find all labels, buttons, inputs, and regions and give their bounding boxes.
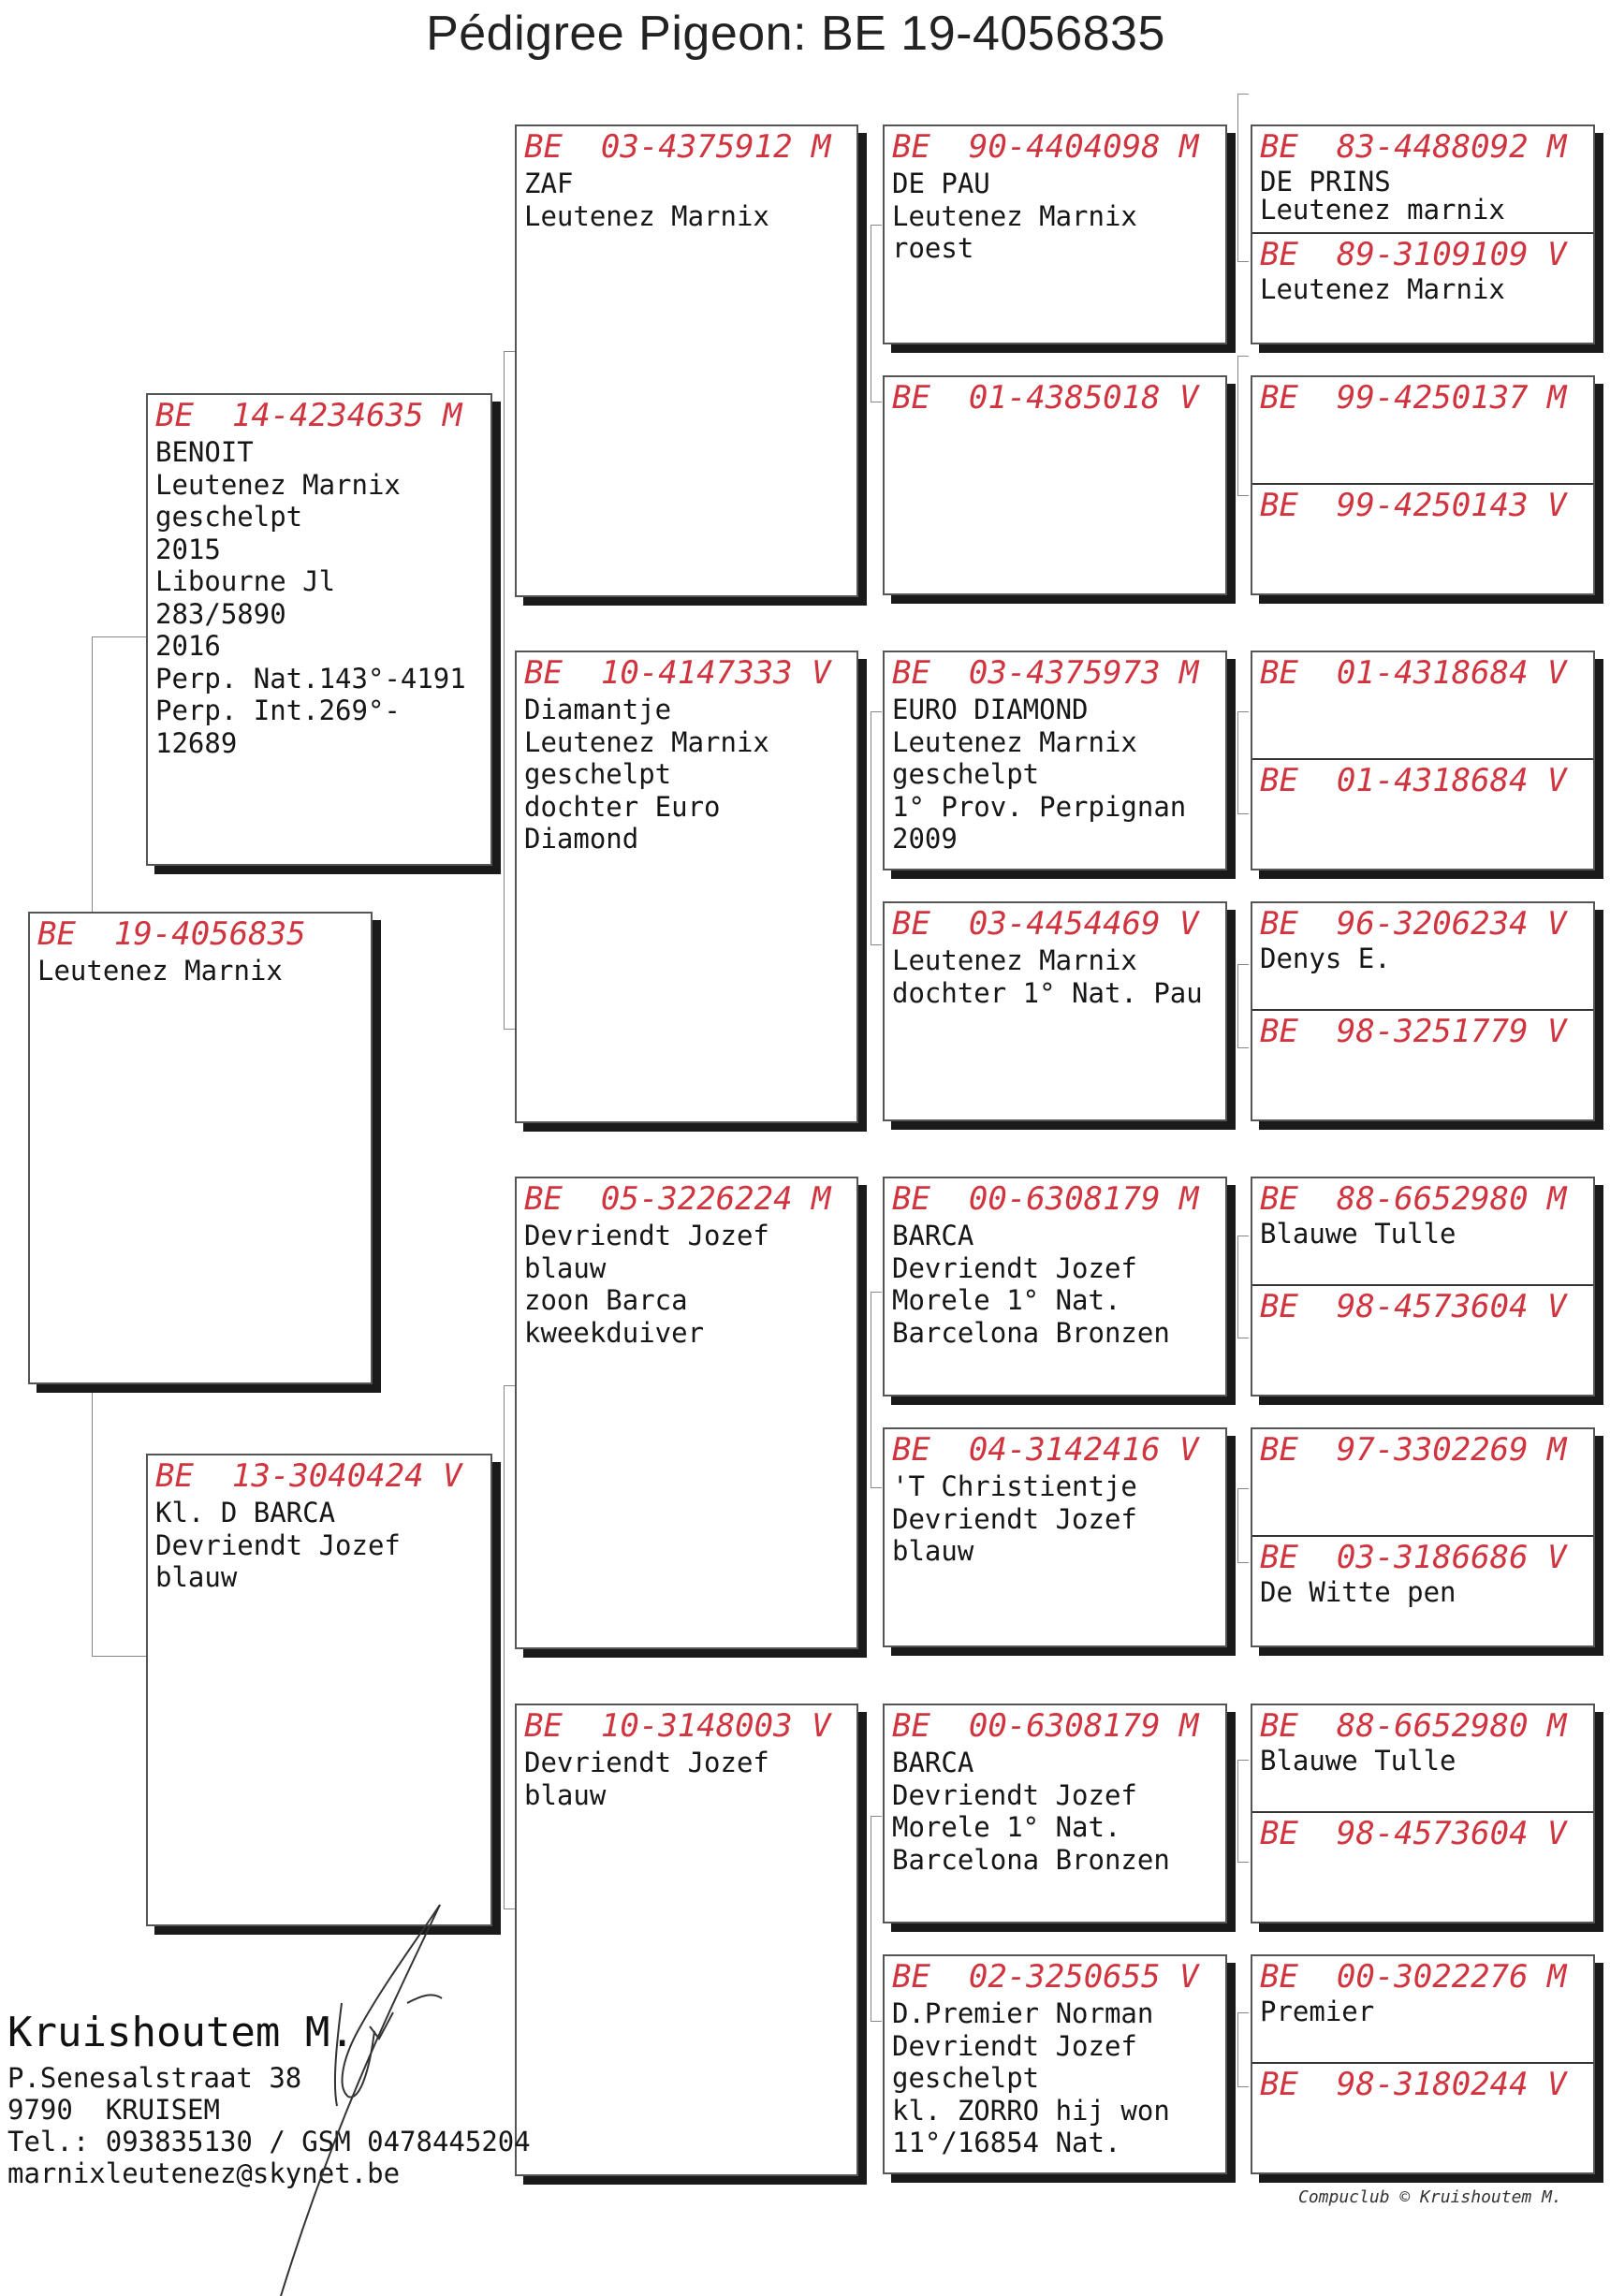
father-line: 2016 (155, 630, 221, 662)
great-grandparent-line: Devriendt Jozef (892, 2029, 1137, 2062)
father-line: Libourne Jl (155, 565, 336, 597)
great-grandparent-line: 2009 (892, 823, 958, 855)
great-grandparent-card[interactable] (883, 1704, 1227, 1923)
great-grandparent-ring: BE 02-3250655 V (892, 1958, 1199, 1996)
gggp-dam-ring: BE 89-3109109 V (1260, 236, 1567, 273)
page-title: Pédigree Pigeon: BE 19-4056835 (426, 7, 1165, 61)
great-grandparent-line: D.Premier Norman (892, 1997, 1154, 2029)
great-grandparent-line: Barcelona Bronzen (892, 1316, 1170, 1349)
gggp-sire-ring: BE 88-6652980 M (1260, 1180, 1567, 1218)
gggp-dam-ring: BE 98-3180244 V (1260, 2066, 1567, 2103)
great-grandparent-line: BARCA (892, 1220, 974, 1251)
connector-gp1-ggp (871, 225, 882, 402)
gggp-line: De Witte pen (1260, 1576, 1456, 1608)
gggp-line: Blauwe Tulle (1260, 1218, 1456, 1250)
mother-line: Kl. D BARCA (155, 1497, 336, 1528)
great-grandparent-line: Devriendt Jozef (892, 1251, 1137, 1284)
mother-line: blauw (155, 1561, 238, 1593)
gggp-line: DE PRINS (1260, 166, 1391, 197)
gggp-sire-ring: BE 01-4318684 V (1260, 654, 1567, 692)
connector-gp2-ggp (871, 711, 882, 945)
connector-mother-gp (504, 1385, 515, 1909)
grandparent-card[interactable] (515, 1704, 858, 2176)
great-grandparent-ring: BE 04-3142416 V (892, 1431, 1199, 1469)
grandparent-ring: BE 05-3226224 M (524, 1180, 831, 1218)
father-line: BENOIT (155, 436, 254, 468)
great-great-grandparent-pair[interactable] (1251, 651, 1595, 870)
great-grandparent-line: Leutenez Marnix (892, 725, 1137, 758)
gggp-line: Leutenez Marnix (1260, 273, 1505, 305)
great-grandparent-line: Devriendt Jozef (892, 1778, 1137, 1811)
great-great-grandparent-pair[interactable] (1251, 375, 1595, 595)
great-grandparent-ring: BE 00-6308179 M (892, 1180, 1199, 1218)
grandparent-line: Devriendt Jozef (524, 1220, 769, 1251)
connector-ggp-gggp-2 (1237, 356, 1249, 496)
grandparent-ring: BE 10-3148003 V (524, 1707, 831, 1745)
great-great-grandparent-pair[interactable] (1251, 1704, 1595, 1923)
great-grandparent-line: dochter 1° Nat. Pau (892, 976, 1203, 1009)
father-line: Leutenez Marnix (155, 468, 401, 501)
connector-ggp-gggp-1 (1237, 94, 1249, 262)
father-ring: BE 14-4234635 M (155, 397, 462, 434)
father-card[interactable] (146, 393, 492, 866)
mother-ring: BE 13-3040424 V (155, 1457, 462, 1495)
great-grandparent-line: geschelpt (892, 758, 1040, 790)
great-grandparent-line: EURO DIAMOND (892, 694, 1089, 725)
great-grandparent-line: Morele 1° Nat. (892, 1284, 1121, 1316)
grandparent-line: geschelpt (524, 758, 672, 790)
breeder-phone: Tel.: 093835130 / GSM 0478445204 (7, 2126, 531, 2157)
breeder-address: P.Senesalstraat 38 (7, 2062, 302, 2094)
breeder-name: Kruishoutem M. (7, 2009, 355, 2056)
subject-card[interactable] (28, 912, 373, 1384)
great-grandparent-card[interactable] (883, 1177, 1227, 1397)
grandparent-line: ZAF (524, 168, 574, 199)
great-grandparent-ring: BE 03-4375973 M (892, 654, 1199, 692)
connector-ggp-gggp-4 (1237, 964, 1249, 1048)
great-grandparent-ring: BE 03-4454469 V (892, 905, 1199, 943)
great-grandparent-line: Leutenez Marnix (892, 944, 1137, 976)
mother-line: Devriendt Jozef (155, 1528, 401, 1561)
gggp-line: Premier (1260, 1996, 1375, 2027)
great-grandparent-line: blauw (892, 1535, 974, 1567)
grandparent-card[interactable] (515, 651, 858, 1123)
father-line: Perp. Int.269°- (155, 695, 401, 726)
great-grandparent-card[interactable] (883, 124, 1227, 344)
father-line: Perp. Nat.143°-4191 (155, 662, 466, 695)
subject-line: Leutenez Marnix (37, 955, 283, 987)
grandparent-line: Leutenez Marnix (524, 725, 769, 758)
gggp-dam-ring: BE 99-4250143 V (1260, 487, 1567, 524)
great-grandparent-card[interactable] (883, 651, 1227, 870)
connector-ggp-gggp-8 (1237, 2012, 1249, 2087)
gggp-sire-ring: BE 96-3206234 V (1260, 905, 1567, 943)
grandparent-line: Leutenez Marnix (524, 199, 769, 232)
gggp-line: Blauwe Tulle (1260, 1745, 1456, 1777)
gggp-line: Denys E. (1260, 943, 1391, 974)
great-grandparent-line: Leutenez Marnix (892, 199, 1137, 232)
great-grandparent-line: BARCA (892, 1747, 974, 1778)
connector-ggp-gggp-3 (1237, 711, 1249, 814)
father-line: 283/5890 (155, 597, 286, 630)
grandparent-line: kweekduiver (524, 1316, 705, 1349)
gggp-dam-ring: BE 98-4573604 V (1260, 1288, 1567, 1325)
grandparent-line: Diamond (524, 823, 639, 855)
grandparent-card[interactable] (515, 1177, 858, 1649)
mother-card[interactable] (146, 1454, 492, 1926)
great-grandparent-line: geschelpt (892, 2062, 1040, 2094)
great-grandparent-ring: BE 00-6308179 M (892, 1707, 1199, 1745)
great-great-grandparent-pair[interactable] (1251, 901, 1595, 1121)
gggp-sire-ring: BE 97-3302269 M (1260, 1431, 1567, 1469)
great-great-grandparent-pair[interactable] (1251, 124, 1595, 344)
gggp-dam-ring: BE 98-3251779 V (1260, 1013, 1567, 1050)
grandparent-card[interactable] (515, 124, 858, 597)
great-grandparent-line: kl. ZORRO hij won (892, 2094, 1170, 2127)
great-grandparent-line: 'T Christientje (892, 1470, 1137, 1502)
great-grandparent-line: Morele 1° Nat. (892, 1811, 1121, 1843)
gggp-dam-ring: BE 98-4573604 V (1260, 1815, 1567, 1852)
gggp-dam-ring: BE 01-4318684 V (1260, 762, 1567, 799)
grandparent-line: Devriendt Jozef (524, 1747, 769, 1778)
great-grandparent-card[interactable] (883, 1427, 1227, 1647)
breeder-email[interactable]: marnixleutenez@skynet.be (7, 2157, 401, 2189)
gggp-sire-ring: BE 00-3022276 M (1260, 1958, 1567, 1996)
grandparent-line: Diamantje (524, 694, 672, 725)
great-grandparent-ring: BE 01-4385018 V (892, 379, 1199, 417)
connector-father-gp (504, 351, 515, 1030)
breeder-city: 9790 KRUISEM (7, 2094, 220, 2126)
great-grandparent-line: DE PAU (892, 168, 990, 199)
grandparent-line: dochter Euro (524, 790, 721, 823)
gggp-sire-ring: BE 99-4250137 M (1260, 379, 1567, 417)
great-grandparent-line: 11°/16854 Nat. (892, 2127, 1121, 2158)
grandparent-line: zoon Barca (524, 1284, 688, 1316)
great-grandparent-card[interactable] (883, 901, 1227, 1121)
connector-ggp-gggp-7 (1237, 1760, 1249, 1863)
father-line: 2015 (155, 533, 221, 565)
grandparent-ring: BE 10-4147333 V (524, 654, 831, 692)
great-grandparent-line: Devriendt Jozef (892, 1502, 1137, 1535)
connector-gp4-ggp (871, 1816, 882, 2022)
connector-ggp-gggp-6 (1237, 1488, 1249, 1563)
great-grandparent-card[interactable] (883, 375, 1227, 595)
great-grandparent-ring: BE 90-4404098 M (892, 128, 1199, 166)
great-grandparent-line: roest (892, 232, 974, 264)
grandparent-line: blauw (524, 1778, 607, 1811)
father-line: 12689 (155, 726, 238, 759)
gggp-sire-ring: BE 83-4488092 M (1260, 128, 1567, 166)
gggp-sire-ring: BE 88-6652980 M (1260, 1707, 1567, 1745)
great-great-grandparent-pair[interactable] (1251, 1427, 1595, 1647)
grandparent-line: blauw (524, 1251, 607, 1284)
connector-gp3-ggp (871, 1292, 882, 1488)
gggp-line: Leutenez marnix (1260, 194, 1505, 226)
connector-ggp-gggp-5 (1237, 1236, 1249, 1338)
great-grandparent-line: 1° Prov. Perpignan (892, 790, 1187, 823)
great-grandparent-line: Barcelona Bronzen (892, 1843, 1170, 1876)
gggp-dam-ring: BE 03-3186686 V (1260, 1539, 1567, 1576)
great-great-grandparent-pair[interactable] (1251, 1177, 1595, 1397)
father-line: geschelpt (155, 501, 303, 533)
great-great-grandparent-pair[interactable] (1251, 1954, 1595, 2174)
footer-credit: Compuclub © Kruishoutem M. (1298, 2187, 1562, 2207)
great-grandparent-card[interactable] (883, 1954, 1227, 2174)
subject-ring: BE 19-4056835 (37, 915, 306, 953)
grandparent-ring: BE 03-4375912 M (524, 128, 831, 166)
